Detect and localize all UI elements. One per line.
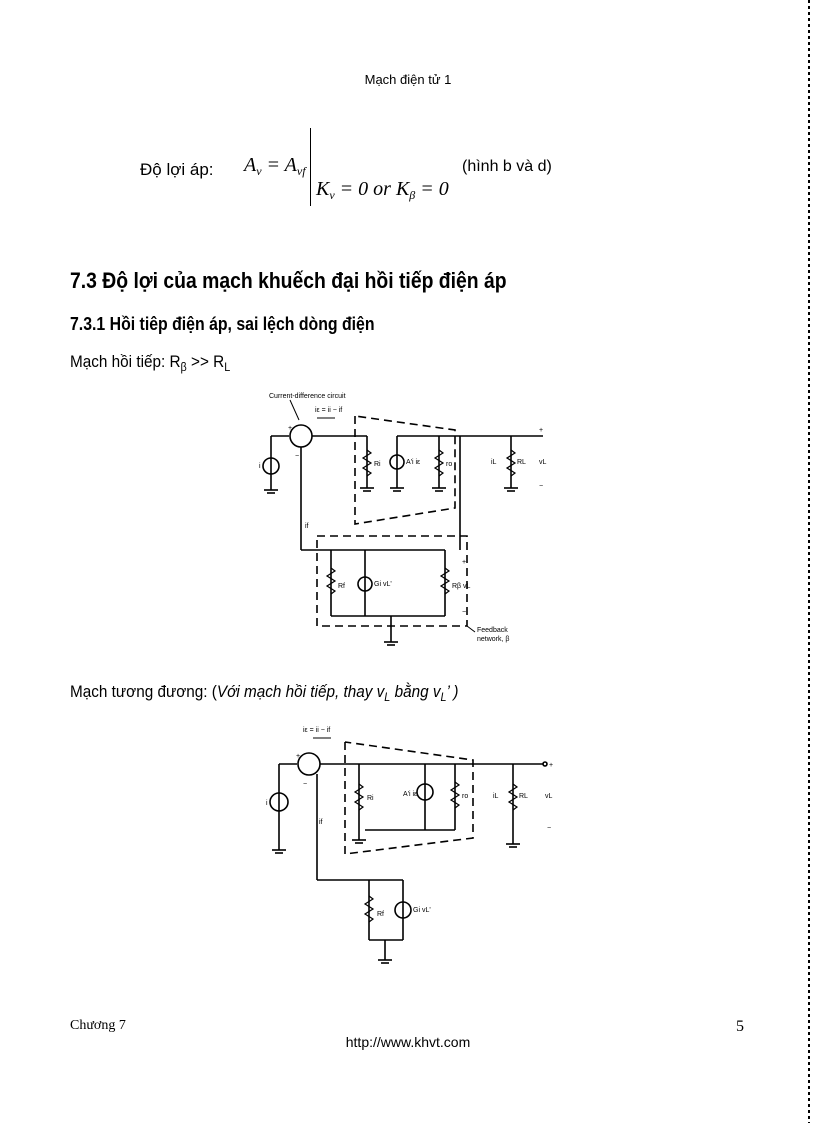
summing-node-icon xyxy=(298,753,320,775)
svg-text:−: − xyxy=(539,483,544,490)
svg-text:Gi vL': Gi vL' xyxy=(374,581,392,588)
svg-text:−: − xyxy=(547,825,552,832)
svg-text:Rβ: Rβ xyxy=(452,583,462,590)
svg-text:−: − xyxy=(295,453,300,460)
feedback-circuit-diagram xyxy=(255,388,555,660)
svg-text:Ri: Ri xyxy=(374,461,381,468)
svg-text:network, β: network, β xyxy=(477,636,510,643)
svg-text:if: if xyxy=(319,819,323,826)
section-title: 7.3 Độ lợi của mạch khuếch đại hồi tiếp điện áp xyxy=(70,268,507,293)
page-header: Mạch điện tử 1 xyxy=(364,72,452,87)
feedback-condition: Mạch hồi tiếp: $R_\beta >> R_L$ xyxy=(70,352,231,374)
svg-text:iε = ii − if: iε = ii − if xyxy=(303,727,331,734)
svg-text:ro: ro xyxy=(446,461,453,468)
formula-condition: $K_v = 0$ or $K_\beta = 0$ xyxy=(316,178,449,202)
svg-text:Feedback: Feedback xyxy=(477,627,508,634)
footer-chapter: Chương 7 xyxy=(70,1018,126,1033)
svg-text:Gi vL': Gi vL' xyxy=(413,907,431,914)
summing-node-icon xyxy=(290,425,312,447)
svg-text:i: i xyxy=(266,800,268,807)
svg-text:−: − xyxy=(462,609,467,616)
svg-text:Ri: Ri xyxy=(367,795,374,802)
svg-text:RL: RL xyxy=(517,459,526,466)
svg-text:if: if xyxy=(305,523,309,530)
svg-text:A'i iε: A'i iε xyxy=(403,791,418,798)
svg-text:ro: ro xyxy=(462,793,469,800)
equivalent-circuit-caption: Mạch tương đương: (Với mạch hồi tiếp, thay $v_L$ bằng $v_L$’ ) xyxy=(70,682,459,704)
svg-text:+: + xyxy=(296,753,301,760)
formula-note: (hình b và d) xyxy=(462,158,552,175)
svg-text:Rf: Rf xyxy=(377,911,384,918)
svg-text:vL: vL xyxy=(545,793,553,800)
formula-lhs: $A_v = A_{vf}$ xyxy=(244,154,306,178)
subsection-title: 7.3.1 Hồi tiêp điện áp, sai lệch dòng điện xyxy=(70,314,375,334)
page-edge xyxy=(808,0,810,1123)
svg-text:vL: vL xyxy=(539,459,547,466)
gain-label: Độ lợi áp: xyxy=(140,160,214,179)
current-difference-caption: Current-difference circuit xyxy=(269,393,346,400)
svg-text:RL: RL xyxy=(519,793,528,800)
svg-text:A'i iε: A'i iε xyxy=(406,459,421,466)
svg-text:+: + xyxy=(549,762,554,769)
svg-text:vL: vL xyxy=(463,583,471,590)
equivalent-circuit-diagram xyxy=(255,720,565,975)
svg-text:+: + xyxy=(288,425,293,432)
footer-url[interactable]: http://www.khvt.com xyxy=(345,1034,471,1050)
svg-text:Rf: Rf xyxy=(338,583,345,590)
svg-text:+: + xyxy=(462,559,467,566)
svg-text:−: − xyxy=(303,781,308,788)
ie-label: iε = ii − if xyxy=(315,407,343,414)
svg-text:iL: iL xyxy=(491,459,497,466)
svg-text:+: + xyxy=(539,427,544,434)
formula-evaluation-bar xyxy=(310,128,311,206)
svg-text:i: i xyxy=(259,463,261,470)
page-number: 5 xyxy=(736,1018,744,1035)
svg-text:iL: iL xyxy=(493,793,499,800)
